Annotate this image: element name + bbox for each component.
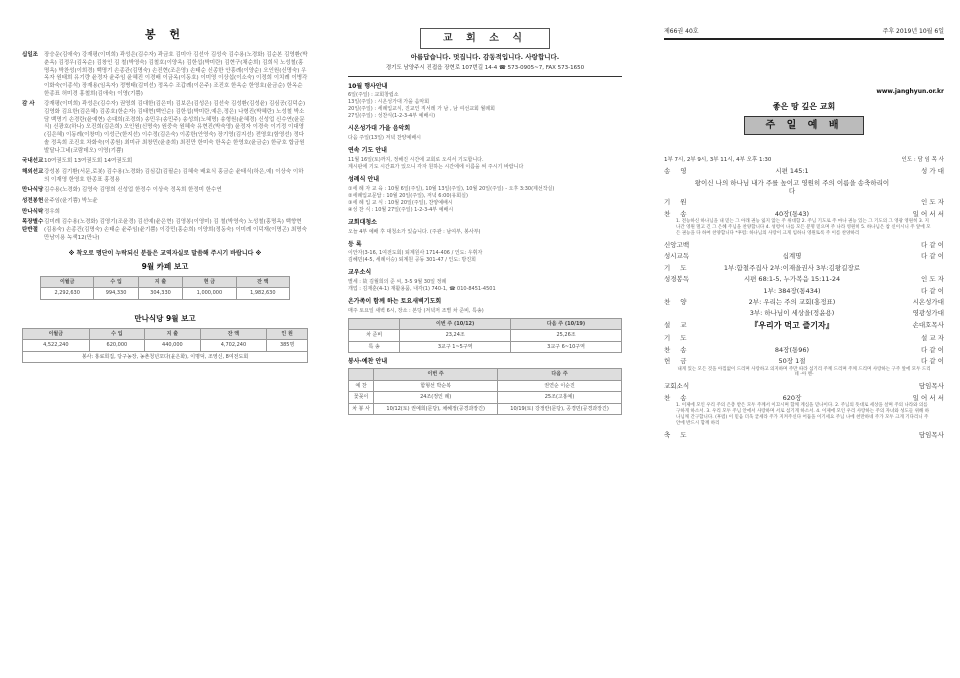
church-slogan: 좋은 땅 깊은 교회 (772, 101, 836, 111)
news-line: 매주 토요일 새벽 6시, 장소 : 본당 (저녁저 조별 차 준비, 특송) (348, 307, 484, 314)
cafe-report-table (40, 276, 290, 300)
order-content: 1부:함철주집사 2부:이재을권사 3부:김왕길장로 (723, 263, 861, 272)
table-cell: 10/12(토) 권예희(문당), 채혜정(공경과장긴) (374, 403, 498, 415)
offering-names: 김미례 김수용(노경화) 김영기(조윤경) 김선예(윤은현) 김영봉(이영미) 김 철(박영숙) 노성철(홍명옥) 백향현(김용숙) 손종건(김명숙) 손태순 윤주임(윤기쁨) 이강민(홍순희) 이양희(정동숙) 이미례 이덕재(이명곤) 최명숙 만남이용 녹색12(만나) (44, 219, 307, 241)
order-content: 2부: 우리는 주의 교회(홍정표) (748, 298, 836, 307)
order-person: 일 어 서 서 (912, 393, 944, 402)
news-sections (348, 83, 622, 315)
order-label-a: 찬 (664, 298, 671, 307)
news-heading: 시온성가대 가을 음악회 (348, 125, 411, 133)
order-content: 50장 1절 (778, 357, 806, 366)
news-line: ①세 례 자 교 육 : 10월 6일(주일), 10월 13일(주일), 10월 20일(주일) - 오후 3:30(제선작실) (348, 185, 555, 192)
offering-block (22, 169, 308, 184)
order-label (664, 357, 692, 365)
table-header: 수 입 (89, 328, 144, 340)
news-line: 개업 : 김재훈(4-1) 재활용품, 내각(1) 740-1, ☎ 010-8451-4501 (348, 286, 496, 293)
news-section (348, 83, 622, 121)
bulletin-header (664, 28, 944, 40)
news-heading: 교우소식 (348, 269, 372, 277)
table-cell: 특 송 (349, 341, 400, 353)
table-cell: 10/19(토) 강정란(문당), 공경민(공경과장긴) (498, 403, 622, 415)
news-line: 오늘 4부 예배 후 대청소가 있습니다. (주관 : 남여부, 봉사부) (348, 228, 481, 235)
order-content: 시편 68:1-5, 누가복음 15:11-24 (743, 275, 841, 284)
manna-report-title: 만나식당 9월 보고 (134, 313, 196, 323)
offering-names: 정우희 (44, 208, 60, 215)
news-line: 김혜민(4-5, 세례이승) 퇴계원 공동 301-47 / 인도: 방진희 (348, 257, 476, 264)
worship-banner: 주 일 예 배 (744, 116, 864, 135)
order-label-a: 기 (664, 334, 671, 343)
table-cell: 함형선 박순복 (374, 380, 498, 392)
offering-block (22, 219, 308, 242)
offering-block (22, 198, 308, 206)
table-header: 인 원 (267, 328, 308, 340)
table-cell: 304,330 (138, 288, 182, 300)
order-label (664, 287, 692, 295)
table-cell: 차 봉 사 (349, 403, 374, 415)
order-person: 일 어 서 서 (912, 209, 944, 218)
order-item (664, 275, 944, 283)
prayer-duty-table (348, 318, 622, 354)
order-label-b: 도 (680, 263, 687, 272)
order-person: 담임목사 (918, 382, 944, 391)
news-heading: 교회대청소 (348, 218, 377, 226)
order-label-a: 성시교독 (664, 252, 690, 261)
order-person: 다 같 이 (921, 252, 944, 261)
offering-hymn-text: 내게 있는 모든 것을 아낌없이 드리며 사랑하고 의지하며 주만 따라 섬기리 주께 드리며 주께 드리며 사랑하는 구주 앞에 모두 드리네 -아 멘- (677, 366, 931, 378)
table-cell: 꽃꽂이 (349, 392, 374, 404)
table-cell: 4,702,240 (200, 340, 267, 352)
prayer-text: 1. 이제에 모인 우리 주의 은총 받은 모두 주께서 이끄시며 함께 계심을 믿나이다. 2. 주님의 뜻대로 세상을 살며 주의 나라와 의를 구하게 하소서. 3. 우리 모두 주님 안에서 사랑하며 서로 섬기게 하소서. 4. 이제에 모인 우리 사랑하는 주의 자녀와 성도들 위해 하나님께 간구합니다. (후렴) 이 믿음 더욱 굳세라 주가 지켜주신다 어둠을 이기세요 주님 나에 천만하네 주가 모두 크게 기다리니 주 안에 반드시 함께 하리 (676, 403, 930, 426)
offering-block (22, 209, 308, 217)
table-row (349, 341, 622, 353)
order-person: 다 같 이 (921, 286, 944, 295)
table-cell: 차 준비 (349, 330, 400, 342)
order-content: 시편 145:1 (775, 167, 809, 176)
bulletin-date: 주후 2019년 10월 6일 (882, 28, 944, 35)
order-label (664, 346, 692, 354)
service-table (348, 368, 622, 415)
order-label-b: 양 (680, 298, 687, 307)
offering-label: 만나식당 (22, 187, 44, 194)
order-person: 설 교 자 (921, 334, 944, 343)
order-part-4 (664, 431, 944, 439)
offering-column (0, 0, 320, 678)
order-label-a: 찬 (664, 393, 671, 402)
offering-names: 윤주임(윤기쁨) 박노윤 (44, 197, 98, 204)
order-label (664, 264, 692, 272)
offering-names: 10여권도회 13여권도회 14여권도회 (44, 158, 133, 165)
church-address: 경기도 남양주시 진접읍 장현로 107번길 14-4 ☎ 573-0905~7, FAX 573-1650 (348, 65, 622, 76)
order-person: 담임목사 (918, 430, 944, 439)
order-label-a: 헌 (664, 357, 671, 366)
manna-report-table (22, 328, 308, 364)
order-person: 성 가 대 (921, 167, 944, 176)
order-label-a: 기 (664, 263, 671, 272)
creed-text: 1. 전능하신 하나님을 내 믿는 그 아래 권능 잃지 않는 주 위대함 2. 주님 기도로 주 마나 권능 있는 그 기도의 그 영광 영원히 3. 지나간 영원 멀고 긴 그 은혜 주님을 찬양합니다 4. 성령이 나를 모든 분명 믿으며 주 나라 영원히 5. 하나님은 참 신이시니 주 앞에 모든 권능을 다 하여 찬양합니다 *후렴: 하나님의 사랑이 크게 임하니 영원토록 주 이름 찬양하리 (676, 219, 931, 236)
service-times (664, 157, 944, 164)
table-cell: 23,24조 (400, 330, 511, 342)
table-header: 이번 주 (10/12) (400, 318, 511, 330)
order-person: 다 같 이 (921, 357, 944, 366)
order-label (664, 321, 692, 331)
order-person: 시온성가대 (912, 298, 944, 307)
offering-names: 강재평(이미희) 곽성은(김수자) 권영희 김대한(김은미) 김보은(김성은) 김선숙 김성환(김성윤) 김심공(김덕순) 김영화 김요한(김은혜) 김종호(한순자) 김태현(백인순) 김한섭(박미란,예은,정은) 나형진(박혜란) 노성철 박소담 백명기 손경란(윤예현) 손대희(조경희) 송민우(송민주) 송성희(노혜명) 송형원(윤혜경) 신성업 신수연(윤문식) 신광호(하나) 오진희(김은희) 오인원(신명숙) 원중숙 원혜숙 유현진(박숙영) 윤정자 이경숙 이기정 이대영(김은혜) 이동례(이창미) 이성근(한지선) 이수정(김은숙) 이종한(안영숙) 장기영(김지선) 전영호(함영선) 정다솔 정옥희 조진호 차화숙(이종원) 최미규 최창민(윤춘희) 최진만 한미숙 한옥순 한영호(윤금순) 한규호 합금원 발달나그네(코람데오) 이영(기쁨) (44, 101, 306, 154)
table-cell: 3교구 6~10구역 (511, 341, 622, 353)
website-link[interactable]: www.janghyun.or.kr (876, 87, 944, 95)
table-header: 이월금 (23, 328, 90, 340)
table-cell: 385명 (267, 340, 308, 352)
offering-label: 만나식탁 (22, 208, 44, 215)
table-cell: 4,522,240 (23, 340, 90, 352)
news-line: 6일(주일) : 교회창립소 (348, 92, 399, 99)
order-person (892, 264, 944, 272)
order-part-1 (664, 167, 944, 218)
order-item (664, 346, 944, 354)
order-person: 인 도 자 (921, 275, 944, 284)
news-section (348, 298, 622, 315)
table-cell: 2,292,630 (41, 288, 94, 300)
order-label (664, 210, 692, 218)
table-header: 지 출 (138, 276, 182, 288)
table-cell: 620,000 (89, 340, 144, 352)
table-cell: 3교구 1~5구역 (400, 341, 511, 353)
order-item (664, 431, 944, 439)
order-label-a: 설 (664, 320, 671, 329)
manna-report-note: 봉사: 홍료희집, 당구농장, 농촌청년꼬다(윤은화), 이명덕, 조영신, 8여전도회 (23, 351, 308, 363)
table-row (349, 392, 622, 404)
order-label-b: 송 (680, 345, 687, 354)
news-line: ③세 례 입 교 식 : 10월 20일(주일), 찬양예배시 (348, 199, 453, 206)
offering-block (22, 52, 308, 98)
order-content (692, 241, 892, 249)
table-cell: 25,26조 (511, 330, 622, 342)
order-item (664, 167, 944, 175)
news-heading: 연속 기도 안내 (348, 147, 387, 155)
offering-label: 감 사 (22, 101, 35, 108)
order-label-a: 교회소식 (664, 382, 690, 391)
table-cell: 24조(정인 례) (374, 392, 498, 404)
order-label (664, 394, 692, 402)
table-header: 현 금 (183, 276, 236, 288)
order-label-b: 교 (680, 320, 687, 329)
news-intro: 아름답습니다. 멋집니다. 감동적입니다. 사랑합니다. (410, 53, 560, 61)
order-content: 『우리가 먹고 즐기자』 (750, 320, 834, 330)
offering-label: 해외선교 (22, 168, 44, 175)
order-item (664, 179, 944, 196)
order-label-b: 도 (680, 430, 687, 439)
order-label-a: 기 (664, 198, 671, 207)
table-header (349, 369, 374, 381)
table-cell: 1,000,000 (183, 288, 236, 300)
order-person: 다 같 이 (921, 240, 944, 249)
order-label (664, 298, 692, 306)
table-header: 지 출 (145, 328, 200, 340)
order-label-a: 송 (664, 167, 671, 176)
order-person (892, 179, 944, 196)
offering-names: 강성봉 김기환(서문,로봇) 김수용(노경화) 김심갑(김필순) 김혜숙 배효식 홍금순 윤태식(하은,예) 이상숙 이하의 이재영 한영호 한종표 홍정용 (44, 168, 304, 183)
offering-label: 성전봉헌 (22, 197, 44, 204)
offering-block (22, 101, 308, 155)
order-content: 620장 (782, 393, 802, 402)
order-label (664, 167, 692, 175)
order-content: 왕이신 나의 하나님 내가 주를 높이고 영원히 주의 이름을 송축하리이다 (694, 178, 890, 195)
order-item (664, 210, 944, 218)
order-label (664, 179, 692, 196)
table-cell: 예 찬 (349, 380, 374, 392)
order-item (664, 334, 944, 342)
offering-block (22, 187, 308, 195)
table-cell: 440,000 (145, 340, 200, 352)
offering-label: 십일조 (22, 52, 38, 59)
news-line: ④성 찬 식 : 10월 27일(주일) 1-2-3-4부 예배시 (348, 206, 454, 213)
news-heading: 온가족이 함께 하는 토요새벽기도회 (348, 298, 442, 306)
order-label (664, 334, 692, 342)
news-column (320, 0, 640, 678)
news-title: 교 회 소 식 (420, 28, 550, 49)
table-row (349, 380, 622, 392)
news-line: 계시판에 기도 시간표가 있으니 각자 원하는 시간에에 이름을 써 주시기 바랍니다 (348, 163, 524, 170)
table-row (349, 403, 622, 415)
order-label (664, 241, 692, 249)
offering-names: 장승운(김애숙) 강재평(이미희) 곽성은(김수자) 곽금호 김미아 김선아 김성숙 김수용(노경화) 김순본 김영환(박춘옥) 김정우(김옥순) 김창인 김 철(박영숙) 김철호(이양옥) 김한섭(박미란) 김현구(채순희) 김희식 노성철(홍명옥) 박찬성(이희경) 백명기 손종관(김명숙) 손진현(조은영) 손태순 신종한 안흥례(이양순) 오인원(신명숙) 우옥자 원태희 유기량 윤정자 윤주임 윤혜진 이경배 이금옥(이동호) 이미영 이상섭(이소숙) 이정희 이치례 이병각 이화숙(이종석) 장재용(임옥자) 정병태(김미선) 정옥수 조갑례(이은주) 조진호 한옥순 한영호(윤금순) 한옥순 한종표 허미경 홍철희(김애숙) 이영(기쁨) (44, 52, 308, 97)
order-label-b: 영 (680, 167, 687, 176)
table-header: 이월금 (41, 276, 94, 288)
news-line: ②세례입교문답 : 10월 20일(주일), 저녁 6:00(유회실) (348, 192, 468, 199)
news-line: 27일(주일) : 성찬식(1-2-3-4부 예배시) (348, 113, 436, 120)
news-section (348, 219, 622, 236)
order-content: 3부: 하나님이 세상을(정윤용) (749, 309, 835, 318)
news-heading: 등 록 (348, 240, 362, 248)
news-line: 다음 주일(13일) 저녁 찬양예배시 (348, 135, 421, 142)
order-item (664, 382, 944, 390)
news-line: 20일(주일) : 세례입교식, 진교인 직서레 가 남 , 남 여선교회 월례회 (348, 106, 495, 113)
order-part-2 (664, 241, 944, 366)
table-header: 잔 액 (236, 276, 289, 288)
order-item (664, 298, 944, 306)
order-label-b: 송 (680, 393, 687, 402)
order-label-a: 신앙고백 (664, 240, 690, 249)
news-heading: 성례식 안내 (348, 175, 380, 183)
news-line: 11월 16일(토)까지, 정해진 시간에 교회로 오셔서 기도합니다. (348, 156, 484, 163)
order-part-3 (664, 382, 944, 402)
offering-names: 김수용(노경화) 김영숙 김명희 신성업 한정수 이상숙 정옥희 한정미 한수연 (44, 187, 222, 194)
order-content: 1부: 384장(통434) (763, 286, 821, 295)
order-item (664, 321, 944, 331)
news-section (348, 176, 622, 214)
order-label-b: 송 (680, 209, 687, 218)
offering-title: 봉 헌 (144, 28, 186, 41)
worship-column (640, 0, 960, 678)
order-item (664, 287, 944, 295)
table-header: 잔 액 (200, 328, 267, 340)
news-section (348, 269, 622, 293)
offering-block (22, 158, 308, 166)
order-content (692, 334, 892, 342)
order-label-b: 도 (680, 334, 687, 343)
omission-note: ※ 착오로 명단이 누락되신 분들은 교역자실로 말씀해 주시기 바랍니다 ※ (68, 250, 262, 258)
order-label-a: 축 (664, 430, 671, 439)
table-header: 수 입 (94, 276, 138, 288)
table-header: 다음 주 (10/19) (511, 318, 622, 330)
order-item (664, 357, 944, 365)
news-section (348, 125, 622, 142)
table-header: 다음 주 (498, 369, 622, 381)
order-item (664, 264, 944, 272)
order-item (664, 252, 944, 260)
order-label (664, 275, 692, 283)
order-item (664, 394, 944, 402)
table-cell: 1,982,630 (236, 288, 289, 300)
table-header: 이번 주 (374, 369, 498, 381)
order-label-b: 원 (680, 198, 687, 207)
order-content: 84장(통96) (774, 345, 810, 354)
table-cell: 25조(고홍예) (498, 392, 622, 404)
news-section (348, 147, 622, 171)
order-label (664, 198, 692, 206)
order-content: 십계명 (782, 252, 802, 261)
offering-label: 국내선교 (22, 158, 44, 165)
news-line: 별세 : 故 김월희의 준 씨, 3-5 9월 30일 정례 (348, 279, 447, 286)
offering-list (22, 52, 308, 242)
news-line: 이안자(3-16, 1여전도회) 퇴계원사 1714-406 / 인도: 우휘자 (348, 250, 483, 257)
news-heading: 10월 행사안내 (348, 82, 388, 90)
news-section (348, 241, 622, 265)
service-times-text: 1부 7시, 2부 9시, 3부 11시, 4부 오후 1:30 (664, 156, 772, 163)
order-label-a: 찬 (664, 209, 671, 218)
table-cell: 994,330 (94, 288, 138, 300)
order-label (664, 309, 692, 317)
order-label-a: 찬 (664, 345, 671, 354)
order-item (664, 198, 944, 206)
cafe-report-title: 9월 카페 보고 (141, 262, 189, 272)
service-heading: 봉사·예찬 안내 (348, 358, 388, 366)
order-person: 다 같 이 (921, 345, 944, 354)
offering-label: 목장별수탄반절 (22, 219, 44, 233)
volume-number: 제66권 40호 (664, 28, 699, 35)
table-row (349, 330, 622, 342)
order-content (692, 198, 892, 206)
news-line: 13일(주일) : 시온성가대 가을 음악회 (348, 99, 430, 106)
order-content: 40장(통43) (774, 209, 810, 218)
order-label (664, 382, 692, 390)
table-cell: 권연순 이순진 (498, 380, 622, 392)
order-item (664, 241, 944, 249)
order-person: 영광성가대 (912, 309, 944, 318)
table-header (349, 318, 400, 330)
order-content (692, 431, 892, 439)
order-label-b: 금 (680, 357, 687, 366)
order-label (664, 252, 692, 260)
order-person: 손대호목사 (912, 320, 944, 329)
order-item (664, 309, 944, 317)
service-leader: 인도 : 담 임 목 사 (901, 156, 944, 163)
order-label-a: 성경봉독 (664, 275, 690, 284)
order-person: 인 도 자 (921, 198, 944, 207)
order-label (664, 431, 692, 439)
order-content (692, 382, 892, 390)
